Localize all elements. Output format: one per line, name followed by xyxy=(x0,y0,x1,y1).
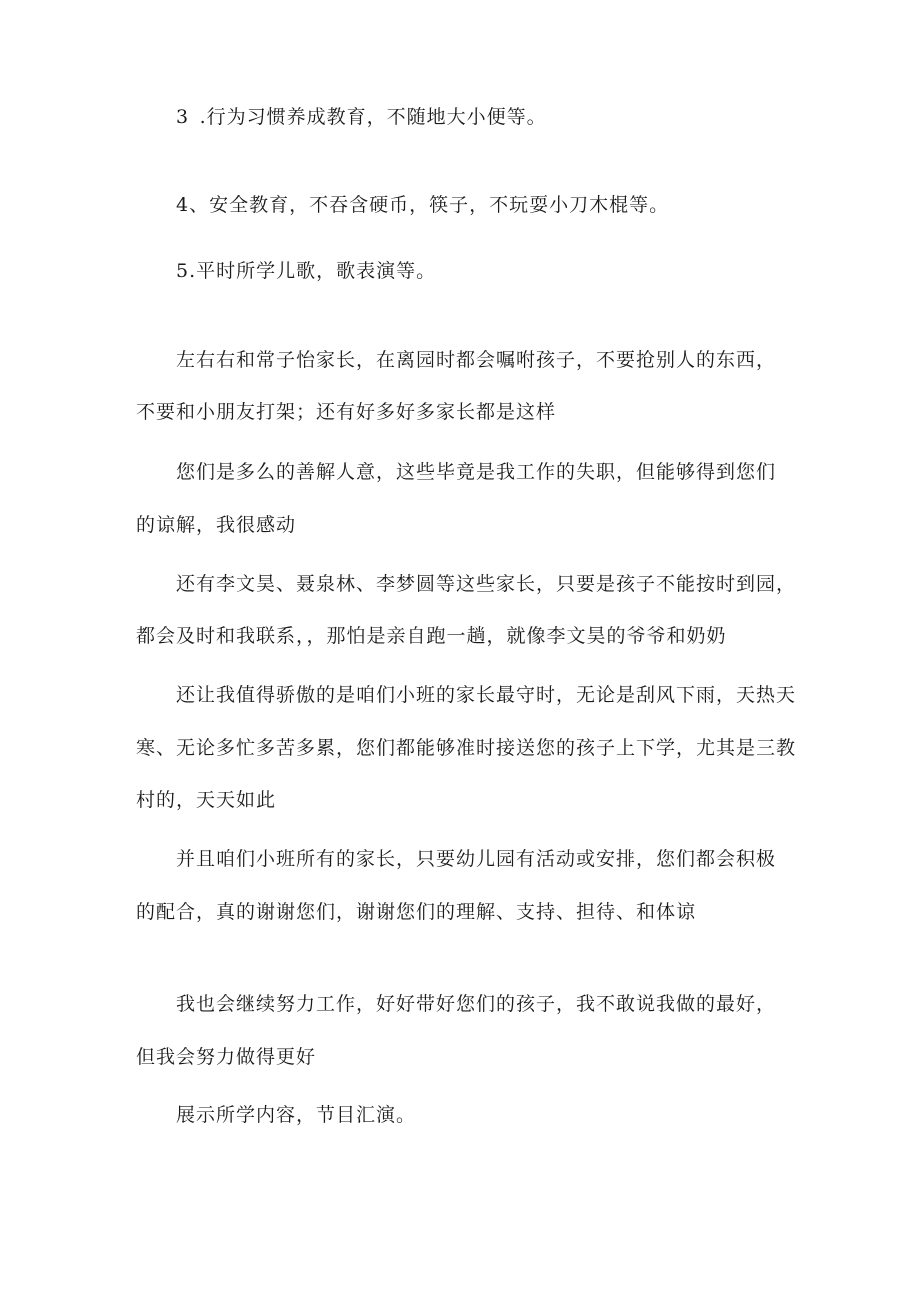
list-item-4: 4、安全教育，不吞含硬币，筷子，不玩耍小刀木棍等。 xyxy=(176,194,670,216)
paragraph-6-line-2: 但我会努力做得更好 xyxy=(136,1046,317,1068)
paragraph-5-line-2: 的配合，真的谢谢您们，谢谢您们的理解、支持、担待、和体谅 xyxy=(136,901,697,923)
paragraph-1-line-2: 不要和小朋友打架；还有好多好多家长都是这样 xyxy=(136,401,557,423)
paragraph-1-line-1: 左右右和常子怡家长，在离园时都会嘱咐孩子，不要抢别人的东西， xyxy=(176,349,777,371)
paragraph-4-line-2: 寒、无论多忙多苦多累，您们都能够准时接送您的孩子上下学，尤其是三教 xyxy=(136,737,797,759)
paragraph-3-line-2: 都会及时和我联系，，那怕是亲自跑一趟，就像李文昊的爷爷和奶奶 xyxy=(136,625,727,647)
paragraph-2-line-2: 的谅解，我很感动 xyxy=(136,514,297,536)
paragraph-7-line-1: 展示所学内容，节目汇演。 xyxy=(176,1104,417,1126)
paragraph-2-line-1: 您们是多么的善解人意，这些毕竟是我工作的失职，但能够得到您们 xyxy=(176,461,777,483)
list-item-3: 3 .行为习惯养成教育，不随地大小便等。 xyxy=(176,106,547,128)
paragraph-4-line-3: 村的，天天如此 xyxy=(136,789,277,811)
list-item-5: 5.平时所学儿歌，歌表演等。 xyxy=(176,260,437,282)
paragraph-5-line-1: 并且咱们小班所有的家长，只要幼儿园有活动或安排，您们都会积极 xyxy=(176,848,777,870)
paragraph-6-line-1: 我也会继续努力工作，好好带好您们的孩子，我不敢说我做的最好， xyxy=(176,993,777,1015)
paragraph-3-line-1: 还有李文昊、聂泉林、李梦圆等这些家长，只要是孩子不能按时到园， xyxy=(176,573,797,595)
paragraph-4-line-1: 还让我值得骄傲的是咱们小班的家长最守时，无论是刮风下雨，天热天 xyxy=(176,684,797,706)
